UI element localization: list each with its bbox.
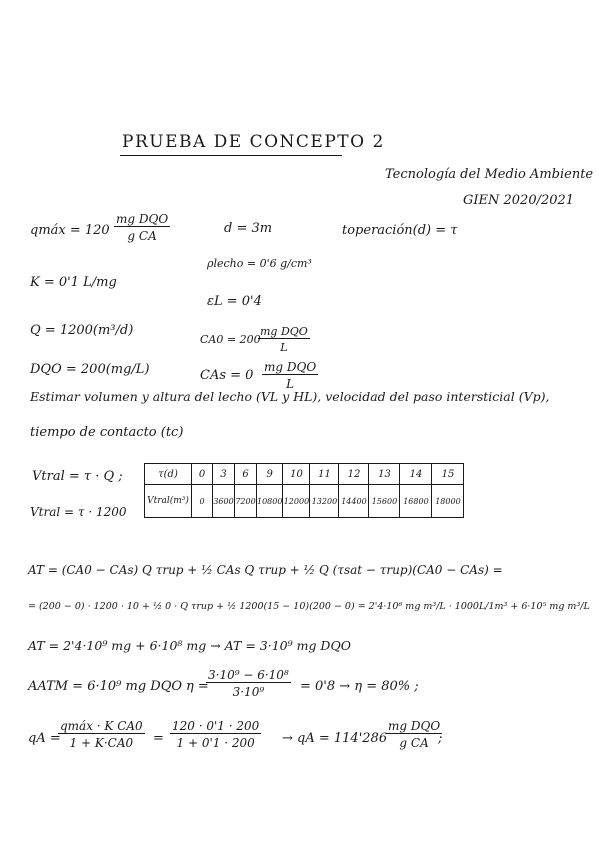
volume-cell: 14400 bbox=[339, 485, 369, 518]
qa-label: qA = bbox=[28, 731, 61, 746]
efficiency-fraction bbox=[206, 668, 291, 699]
efficiency-label: η = bbox=[186, 679, 209, 694]
bed-density: ρlecho = 0'6 g/cm³ bbox=[207, 257, 312, 270]
cas-definition: CAs = 0 bbox=[200, 368, 254, 383]
qa-units-den: g CA bbox=[399, 736, 429, 750]
course-name: Tecnología del Medio Ambiente bbox=[385, 167, 594, 182]
qa-numeric-num: 120 · 0'1 · 200 bbox=[172, 719, 260, 733]
atm-value: AATM = 6·10⁹ mg DQO bbox=[28, 679, 183, 694]
table-row-volume bbox=[145, 485, 464, 518]
dqo-value: DQO = 200(mg/L) bbox=[30, 362, 150, 377]
cas-units-den: L bbox=[286, 377, 295, 391]
volume-cell: 7200 bbox=[235, 485, 257, 518]
tau-cell: 9 bbox=[257, 464, 283, 485]
tau-cell: 14 bbox=[400, 464, 432, 485]
cas-units-num: mg DQO bbox=[264, 360, 317, 374]
balance-result: AT = 2'4·10⁹ mg + 6·10⁸ mg → AT = 3·10⁹ mg DQO bbox=[28, 638, 351, 653]
table-header-volume: Vtral(m³) bbox=[145, 485, 192, 518]
qa-result: → qA = 114'286 bbox=[282, 731, 388, 746]
title-underline bbox=[120, 155, 342, 156]
tau-cell: 3 bbox=[213, 464, 235, 485]
qa-numeric-fraction bbox=[170, 719, 261, 750]
qa-units-num: mg DQO bbox=[388, 719, 441, 733]
table-row-tau bbox=[145, 464, 464, 485]
volume-cell: 3600 bbox=[213, 485, 235, 518]
ca0-units-num: mg DQO bbox=[260, 325, 308, 338]
volume-cell: 10800 bbox=[257, 485, 283, 518]
page-title: PRUEBA DE CONCEPTO 2 bbox=[122, 132, 385, 152]
task-line-2: tiempo de contacto (tc) bbox=[30, 425, 184, 440]
qa-tail: ; bbox=[438, 731, 443, 746]
efficiency-den: 3·10⁹ bbox=[232, 685, 265, 699]
tau-cell: 0 bbox=[192, 464, 213, 485]
flow-rate: Q = 1200(m³/d) bbox=[30, 323, 134, 338]
qa-formula-den: 1 + K·CA0 bbox=[69, 736, 134, 750]
volume-equation: Vtral = τ · Q ; bbox=[32, 469, 123, 484]
volume-equation-numeric: Vtral = τ · 1200 bbox=[30, 505, 127, 519]
tau-cell: 15 bbox=[432, 464, 464, 485]
qa-formula-fraction bbox=[58, 719, 145, 750]
volume-cell: 15600 bbox=[369, 485, 400, 518]
efficiency-num: 3·10⁹ − 6·10⁸ bbox=[208, 668, 289, 682]
qa-formula-num: qmáx · K CA0 bbox=[60, 719, 143, 733]
tau-cell: 11 bbox=[310, 464, 339, 485]
ca0-definition: CA0 = 200 bbox=[200, 333, 261, 346]
volume-table bbox=[144, 463, 464, 518]
qa-result-units bbox=[386, 719, 442, 750]
qmax-units-num: mg DQO bbox=[116, 212, 169, 226]
tau-cell: 12 bbox=[339, 464, 369, 485]
efficiency-result: = 0'8 → η = 80% ; bbox=[300, 679, 419, 694]
qa-numeric-den: 1 + 0'1 · 200 bbox=[176, 736, 255, 750]
cas-units bbox=[262, 360, 318, 391]
operation-time: toperación(d) = τ bbox=[342, 223, 458, 238]
balance-substitution: = (200 − 0) · 1200 · 10 + ½ 0 · Q τrup + ½ 1200(15 − 10)(200 − 0) = 2'4·10⁶ mg m³/L · 1000L/1m³ + 6·10⁵ mg m³/L bbox=[28, 601, 590, 612]
volume-cell: 13200 bbox=[310, 485, 339, 518]
qmax-units bbox=[114, 212, 170, 243]
tau-cell: 13 bbox=[369, 464, 400, 485]
task-line-1: Estimar volumen y altura del lecho (VL y HL), velocidad del paso intersticial (Vp), bbox=[30, 389, 550, 404]
ca0-units-den: L bbox=[280, 341, 288, 354]
qa-equals: = bbox=[153, 731, 164, 746]
ca0-units bbox=[258, 325, 310, 354]
group-year: GIEN 2020/2021 bbox=[463, 193, 575, 208]
tau-cell: 10 bbox=[283, 464, 310, 485]
porosity: εL = 0'4 bbox=[207, 294, 262, 309]
volume-cell: 0 bbox=[192, 485, 213, 518]
k-constant: K = 0'1 L/mg bbox=[30, 275, 117, 290]
diameter: d = 3m bbox=[224, 221, 273, 236]
volume-cell: 16800 bbox=[400, 485, 432, 518]
qmax-definition: qmáx = 120 bbox=[30, 223, 110, 238]
volume-cell: 18000 bbox=[432, 485, 464, 518]
balance-equation: AT = (CA0 − CAs) Q τrup + ½ CAs Q τrup + ½ Q (τsat − τrup)(CA0 − CAs) = bbox=[28, 563, 503, 577]
volume-cell: 12000 bbox=[283, 485, 310, 518]
table-header-tau: τ(d) bbox=[145, 464, 192, 485]
tau-cell: 6 bbox=[235, 464, 257, 485]
qmax-units-den: g CA bbox=[127, 229, 157, 243]
